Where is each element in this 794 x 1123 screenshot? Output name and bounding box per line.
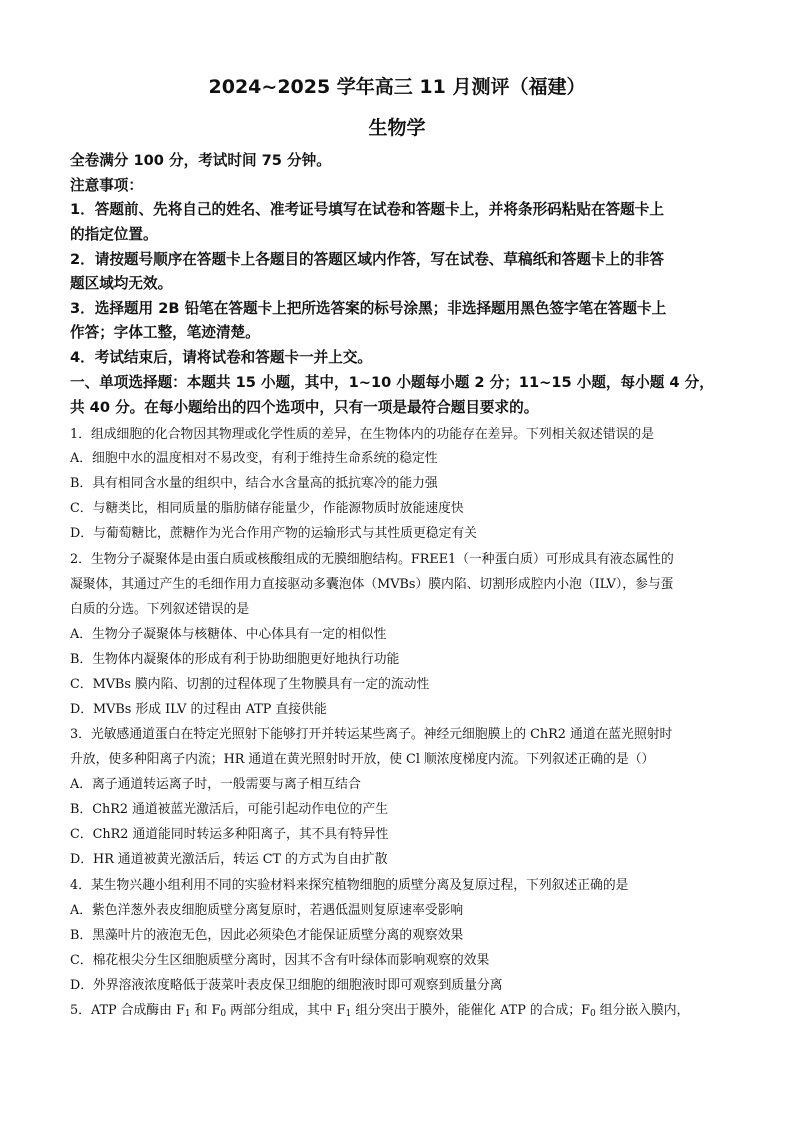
question-4-option-c: C．棉花根尖分生区细胞质壁分离时，因其不含有叶绿体而影响观察的效果 — [70, 953, 490, 968]
q5-subscript-0b: 0 — [589, 1009, 596, 1019]
section-heading: 一、单项选择题：本题共 15 小题，其中，1~10 小题每小题 2 分；11~15 小题，每小题 4 分， — [70, 374, 714, 391]
subject-title: 生物学 — [368, 117, 426, 139]
q5-text-1: 5．ATP 合成酶由 F — [70, 1003, 185, 1018]
notice-item-2: 2．请按题号顺序在答题卡上各题目的答题区域内作答，写在试卷、草稿纸和答题卡上的非答 — [70, 251, 664, 268]
question-5-stem — [70, 999, 689, 1018]
q5-subscript-1b: 1 — [345, 1009, 352, 1019]
q5-text-4: 组分突出于膜外，能催化 ATP 的合成；F — [351, 1003, 590, 1018]
question-4-stem: 4．某生物兴趣小组利用不同的实验材料来探究植物细胞的质壁分离及复原过程，下列叙述正确的是 — [70, 878, 629, 893]
question-2-stem-cont: 白质的分选。下列叙述错误的是 — [70, 602, 250, 617]
question-1-stem: 1．组成细胞的化合物因其物理或化学性质的差异，在生物体内的功能存在差异。下列相关叙述错误的是 — [70, 427, 655, 442]
question-2-option-a: A．生物分子凝聚体与核糖体、中心体具有一定的相似性 — [70, 627, 387, 642]
section-heading-cont: 共 40 分。在每小题给出的四个选项中，只有一项是最符合题目要求的。 — [70, 399, 539, 416]
notice-heading: 注意事项： — [70, 177, 143, 194]
question-1-option-a: A．细胞中水的温度相对不易改变，有利于维持生命系统的稳定性 — [70, 451, 438, 466]
q5-text-5: 组分嵌入膜内， — [595, 1003, 690, 1018]
question-4-option-a: A．紫色洋葱外表皮细胞质壁分离复原时，若遇低温则复原速率受影响 — [70, 903, 464, 918]
question-2-stem-cont: 凝聚体，其通过产生的毛细作用力直接驱动多囊泡体（MVBs）膜内陷、切割形成腔内小泡（ILV），参与蛋 — [70, 577, 674, 592]
question-2-option-b: B．生物体内凝聚体的形成有利于协助细胞更好地执行功能 — [70, 652, 400, 667]
notice-item-2-cont: 题区域均无效。 — [70, 275, 173, 292]
question-3-option-c: C．ChR2 通道能同时转运多种阳离子，其不具有特异性 — [70, 827, 389, 842]
q5-subscript-0: 0 — [220, 1009, 227, 1019]
question-2-option-c: C．MVBs 膜内陷、切割的过程体现了生物膜具有一定的流动性 — [70, 677, 430, 692]
question-4-option-d: D．外界溶液浓度略低于菠菜叶表皮保卫细胞的细胞液时即可观察到质量分离 — [70, 978, 503, 993]
question-1-option-d: D．与葡萄糖比，蔗糖作为光合作用产物的运输形式与其性质更稳定有关 — [70, 526, 477, 541]
question-3-option-d: D．HR 通道被黄光激活后，转运 CT 的方式为自由扩散 — [70, 852, 388, 867]
q5-subscript-1: 1 — [184, 1009, 191, 1019]
full-score-note: 全卷满分 100 分，考试时间 75 分钟。 — [70, 152, 331, 169]
question-2-stem: 2．生物分子凝聚体是由蛋白质或核酸组成的无膜细胞结构。FREE1（一种蛋白质）可形成具有液态属性的 — [70, 552, 674, 567]
question-3-stem: 3．光敏感通道蛋白在特定光照射下能够打开并转运某些离子。神经元细胞膜上的 ChR2 通道在蓝光照射时 — [70, 727, 673, 742]
notice-item-1: 1．答题前、先将自己的姓名、准考证号填写在试卷和答题卡上，并将条形码粘贴在答题卡上 — [70, 201, 664, 218]
question-1-option-c: C．与糖类比，相同质量的脂肪储存能量少，作能源物质时放能速度快 — [70, 501, 464, 516]
question-3-option-a: A．离子通道转运离子时，一般需要与离子相互结合 — [70, 777, 361, 792]
notice-item-4: 4．考试结束后，请将试卷和答题卡一并上交。 — [70, 349, 373, 366]
question-3-stem-cont: 升放，使多种阳离子内流；HR 通道在黄光照射时开放，使 Cl 顺浓度梯度内流。下列叙述正确的是（） — [70, 752, 655, 767]
notice-item-1-cont: 的指定位置。 — [70, 226, 158, 243]
notice-item-3: 3．选择题用 2B 铅笔在答题卡上把所选答案的标号涂黑；非选择题用黑色签字笔在答题卡上 — [70, 300, 667, 317]
exam-title: 2024~2025 学年高三 11 月测评（福建） — [208, 76, 586, 98]
notice-item-3-cont: 作答；字体工整，笔迹清楚。 — [70, 324, 260, 341]
q5-text-3: 两部分组成，其中 F — [226, 1003, 346, 1018]
question-2-option-d: D．MVBs 形成 ILV 的过程由 ATP 直接供能 — [70, 702, 327, 717]
question-1-option-b: B．具有相同含水量的组织中，结合水含量高的抵抗寒冷的能力强 — [70, 476, 438, 491]
question-4-option-b: B．黑藻叶片的液泡无色，因此必须染色才能保证质壁分离的观察效果 — [70, 928, 464, 943]
question-3-option-b: B．ChR2 通道被蓝光激活后，可能引起动作电位的产生 — [70, 802, 389, 817]
q5-text-2: 和 F — [190, 1003, 221, 1018]
